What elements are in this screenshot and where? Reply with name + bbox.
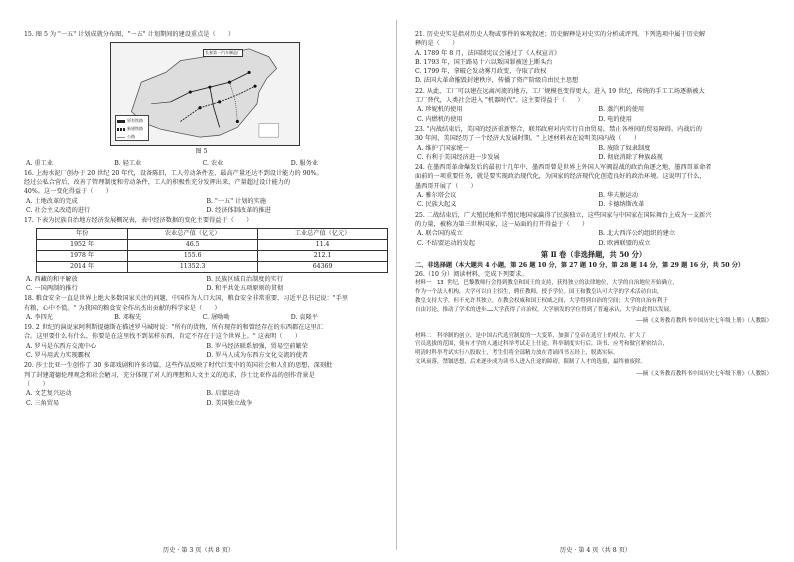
option-c[interactable]: C. 民族大起义 — [417, 201, 457, 209]
option-b[interactable]: B. 轻工业 — [114, 159, 142, 167]
option-d[interactable]: D. 卡德纳斯改革 — [598, 201, 645, 209]
option-a[interactable]: A. 珍妮机的使用 — [417, 106, 463, 114]
legend-swatch — [117, 137, 125, 138]
question-20 — [24, 361, 379, 407]
material-line: 官员选拔的范围，使有才学的人通过科举考试走上仕途。科举制度实行后，读书、应考和做官紧密结合， — [415, 341, 669, 348]
table-cell: 46.5 — [128, 239, 258, 250]
option-d[interactable]: D. 美国独立战争 — [206, 399, 253, 407]
question-25-options — [415, 229, 772, 248]
option-b[interactable]: B. 蒸汽机的使用 — [598, 106, 645, 114]
question-20-line: 20. 莎士比亚一生创作了 30 多部戏剧和许多诗篇，这些作品反映了时代巨变中的英国社会和人们的思想，深刻批 — [24, 362, 333, 370]
option-d[interactable]: D. 经济体制改革的推进 — [206, 207, 271, 215]
question-19-line: 合。这里要什么有什么，你要是在这里找不到某样东西，肯定不存在于这个世界上。" 这表明（ ） — [24, 333, 302, 341]
question-22-options — [415, 105, 772, 124]
option-a[interactable]: A. 雅尔塔会议 — [417, 192, 457, 200]
material-line: 教皇支持大学，但不允许其独立，在教会权威和国王权威之间，大学得到自治的空间；大学的自治有利于 — [415, 297, 669, 304]
question-26-stem: 26.（10 分）阅读材料，完成下列要求。 — [415, 270, 528, 278]
option-b[interactable]: B. 启蒙运动 — [206, 390, 240, 398]
exam-page-4 — [397, 0, 794, 562]
five-year-plan-map — [110, 42, 300, 146]
question-20-line: （ ） — [24, 380, 49, 388]
table-row — [37, 250, 388, 261]
option-c[interactable]: C. 不结盟运动的发起 — [417, 239, 475, 247]
option-a[interactable]: A. 罗马是东西方交流中心 — [26, 342, 97, 350]
option-a[interactable]: A. 西藏的和平解放 — [26, 275, 78, 283]
option-b[interactable]: B. 北大西洋公约组织的建立 — [598, 230, 676, 238]
question-18 — [24, 294, 379, 322]
question-18-options — [24, 313, 379, 322]
map-legend — [115, 115, 149, 141]
question-25-line: 25. 二战结束后，广大殖民地和半殖民地国家赢得了民族独立，这些国家与中国家在国际舞台上成为一支新兴 — [415, 211, 712, 219]
option-a[interactable]: A. 李四光 — [26, 313, 53, 321]
question-15 — [24, 30, 379, 168]
question-16-options — [24, 197, 379, 216]
question-16-line: 40%。这一变化得益于（ ） — [24, 188, 113, 196]
option-a[interactable]: A. 文艺复兴运动 — [26, 390, 72, 398]
question-16-line: 16. 上海水泥厂创办于 20 世纪 20 年代，设备陈旧，工人劳动条件差，最高产量还达不到设计能力的 90%。 — [24, 169, 323, 177]
material-1 — [415, 279, 772, 314]
page-footer: 历史 · 第 4 页（共 8 页） — [559, 546, 632, 554]
option-a[interactable]: A. 重工业 — [26, 159, 53, 167]
question-22-line: 22. 从此，工厂可以建在远离河流的地方，工厂规模也变得更大。进入 19 世纪，传统的手工工场逐渐被大 — [415, 87, 705, 95]
option-b[interactable]: B. 华夫脱运动 — [598, 192, 638, 200]
figure-caption: 图 5 — [195, 148, 208, 156]
question-15-stem: 15. 图 5 为 "一五" 计划成就分布图，"一五" 计划期间的建设重点是（ ） — [24, 31, 235, 38]
option-c[interactable]: C. 农业 — [202, 159, 224, 167]
table-cell: 2014 年 — [37, 261, 128, 272]
option-c[interactable]: C. 一国两制的推行 — [26, 284, 78, 292]
option-a[interactable]: A. 维护了国家统一 — [417, 144, 469, 152]
question-23-options — [415, 144, 772, 163]
table-header: 农业总产值（亿元） — [128, 228, 258, 239]
question-17-options — [24, 275, 379, 294]
table-cell: 11.4 — [258, 239, 388, 250]
question-20-line: 判了封建道德伦理观念和社会陋习，充分体现了对人的理想和人文主义的追求，莎士比亚作品的创作背景是 — [24, 371, 315, 379]
table-cell: 1978 年 — [37, 250, 128, 261]
question-24-line: 24. 在墨西哥革命爆发后的最初十几年中，墨西哥曾是世界上外国人军阀混战的政治角逐之地，墨西哥革命者 — [415, 164, 712, 172]
option-b[interactable]: B. "一五" 计划的实施 — [206, 197, 266, 205]
question-22 — [415, 87, 772, 124]
map-label: 长春第一汽车制造厂 — [205, 50, 241, 56]
option-a[interactable]: A. 1789 年 8 月，法国制宪议会通过了《人权宣言》 — [415, 49, 561, 57]
table-header-row — [37, 228, 388, 239]
table-cell: 212.1 — [258, 250, 388, 261]
table-cell: 11352.3 — [128, 261, 258, 272]
table-header: 工业总产值（亿元） — [258, 228, 388, 239]
material-line: 作为一个法人机构，大学可以自主招生，聘任教师，授予学位。国王和教皇认可大学的学术活动自由， — [415, 289, 663, 296]
option-d[interactable]: D. 服务业 — [290, 159, 318, 167]
question-25-line: 的力量，被称为第三世界国家，这一局面的打开得益于（ ） — [415, 220, 589, 228]
option-b[interactable]: B. 民族区域自治制度的实行 — [206, 275, 284, 283]
material-line: 材料一 13 世纪，巴黎教师行会得到教皇和国王的支持，获得独立的法律地位，大学的自治地位开始确立， — [415, 280, 678, 287]
option-b[interactable]: B. 邓稼先 — [114, 313, 142, 321]
question-16-line: 经过公私合营后，改善了管理制度和劳动条件，工人的积极性充分发挥出来，产量超过设计能力的 — [24, 179, 291, 187]
material-line: 材料二 科举制的创立，是中国古代选官制度的一大变革，加强了皇帝在选官上的权力，扩大了 — [415, 332, 647, 339]
option-d[interactable]: D. 法国大革命摧毁封建秩序，传播了资产阶级自由民主思想 — [415, 77, 579, 85]
legend-swatch — [117, 128, 125, 131]
question-23-line: 30 年间，美国经历了一个经济大发展时期。" 上述材料表在说明美国内战（ ） — [415, 135, 641, 143]
option-d[interactable]: D. 欧洲联盟的成立 — [598, 239, 651, 247]
question-17-stem: 17. 下表为民族自治地方经济发展概况表，表中经济数据的变化主要得益于（ ） — [24, 217, 253, 225]
table-row — [37, 239, 388, 250]
legend-item: 原有铁路 — [117, 117, 147, 125]
question-24 — [415, 163, 772, 209]
question-16 — [24, 169, 379, 215]
material-2 — [415, 332, 772, 367]
question-22-line: 工厂替代，人类社会进入 "机器时代"。这主要得益于（ ） — [415, 97, 584, 105]
legend-item: 公路 — [117, 133, 147, 141]
material-line: 文风衰落，禁锢思想，后来逐步成为读书人进入仕途的障碍，限制了人才的选拔，最终被废除。 — [415, 359, 647, 366]
question-23-line: 23. "内战结束后，美国的经济重新整合，联邦政府对内实行自由贸易，禁止各州间的贸易障碍。内战后的 — [415, 125, 702, 133]
question-24-line: 面前的一项重要任务，就是要实现政治现代化，为国家的经济现代化创造良好的政治环境。这说明了什么， — [415, 173, 706, 181]
option-b[interactable]: B. 罗马经济联系加强，贸易空前繁荣 — [206, 342, 308, 350]
option-c[interactable]: C. 三角贸易 — [26, 399, 60, 407]
option-a[interactable]: A. 土地改革的完成 — [26, 197, 78, 205]
material-1-source: ——摘《义务教育教科书中国历史七年级上册》（人教版） — [636, 318, 772, 325]
option-c[interactable]: C. 内燃机的使用 — [417, 115, 463, 123]
question-15-options — [24, 159, 379, 168]
question-21-line: 21. 历史史实是指对历史人物或事件的客观叙述；历史解释是对史实的分析或评判。下列选项中属于历史解 — [415, 31, 706, 38]
option-a[interactable]: A. 联合国的成立 — [417, 230, 463, 238]
question-23 — [415, 125, 772, 162]
table-cell: 1952 年 — [37, 239, 128, 250]
question-19 — [24, 323, 379, 360]
option-d[interactable]: D. 袁隆平 — [290, 313, 318, 321]
option-c[interactable]: C. 有利于美国经济进一步发展 — [417, 153, 500, 161]
table-header: 年份 — [37, 228, 128, 239]
page-footer: 历史 · 第 3 页（共 8 页） — [162, 546, 235, 554]
question-20-options — [24, 389, 379, 408]
option-d[interactable]: D. 彻底消除了种族歧视 — [598, 153, 663, 161]
section-2-heading: 二、非选择题（本大题共 4 小题，第 26 题 10 分，第 27 题 10 分，第 28 题 14 分，第 29 题 16 分，共 50 分） — [415, 261, 745, 269]
material-2-source: ——摘《义务教育教科书中国历史七年级下册》（人教版） — [636, 370, 772, 377]
question-19-line: 19. 2 世纪的演说家阿利斯提德斯在描述罗马城时说："所有的货物，所有现存的和曾经存在的东西都在这里汇 — [24, 324, 323, 332]
section-2-title: 第 Ⅱ 卷（非选择题，共 50 分） — [540, 249, 647, 259]
option-b[interactable]: B. 废除了奴隶制度 — [598, 144, 651, 152]
table-row — [37, 261, 388, 272]
option-d[interactable]: D. 电的使用 — [598, 115, 632, 123]
question-18-line: 18. 粮食安全一直是世界上绝大多数国家关注的问题，中国作为人口大国，粮食安全非常重要，习近平总书记说："手里 — [24, 295, 349, 303]
legend-swatch — [117, 120, 125, 123]
question-25 — [415, 211, 772, 248]
material-line: 自由讨论，推动了学术的进步……大学获得了自治权，大学颁发的学位得到了普遍承认，大学由此得以发展。 — [415, 306, 675, 313]
question-24-options — [415, 191, 772, 210]
question-21-line: 释的是（ ） — [415, 40, 459, 48]
option-c[interactable]: C. 社会主义改造的进行 — [26, 207, 91, 215]
option-d[interactable]: D. 和平共处五项原则的贯彻 — [206, 284, 284, 292]
question-21 — [415, 30, 772, 86]
table-cell: 155.6 — [128, 250, 258, 261]
legend-item: 新建铁路 — [117, 125, 147, 133]
option-b[interactable]: B. 1793 年，国王路易十六以叛国罪被送上断头台 — [415, 58, 553, 66]
question-24-line: 墨西哥开展了（ ） — [415, 182, 477, 190]
table-cell: 64369 — [258, 261, 388, 272]
option-c[interactable]: C. 屠呦呦 — [202, 313, 230, 321]
option-d[interactable]: D. 罗马人成为东西方文化交流的使者 — [206, 352, 308, 360]
question-19-options — [24, 342, 379, 361]
question-17 — [24, 216, 379, 293]
economy-table — [36, 228, 388, 273]
option-c[interactable]: C. 1799 年，拿破仑发动雾月政变，夺取了政权 — [415, 68, 547, 76]
option-c[interactable]: C. 罗马用武力实现霸权 — [26, 352, 91, 360]
material-line: 明清时科举考试实行八股取士，考生们将全部精力放在背诵四书五经上，脱离实际。 — [415, 350, 619, 357]
question-18-line: 有粮，心中不慌。" 为我国的粮食安全作出杰出贡献的科学家是（ ） — [24, 304, 221, 312]
